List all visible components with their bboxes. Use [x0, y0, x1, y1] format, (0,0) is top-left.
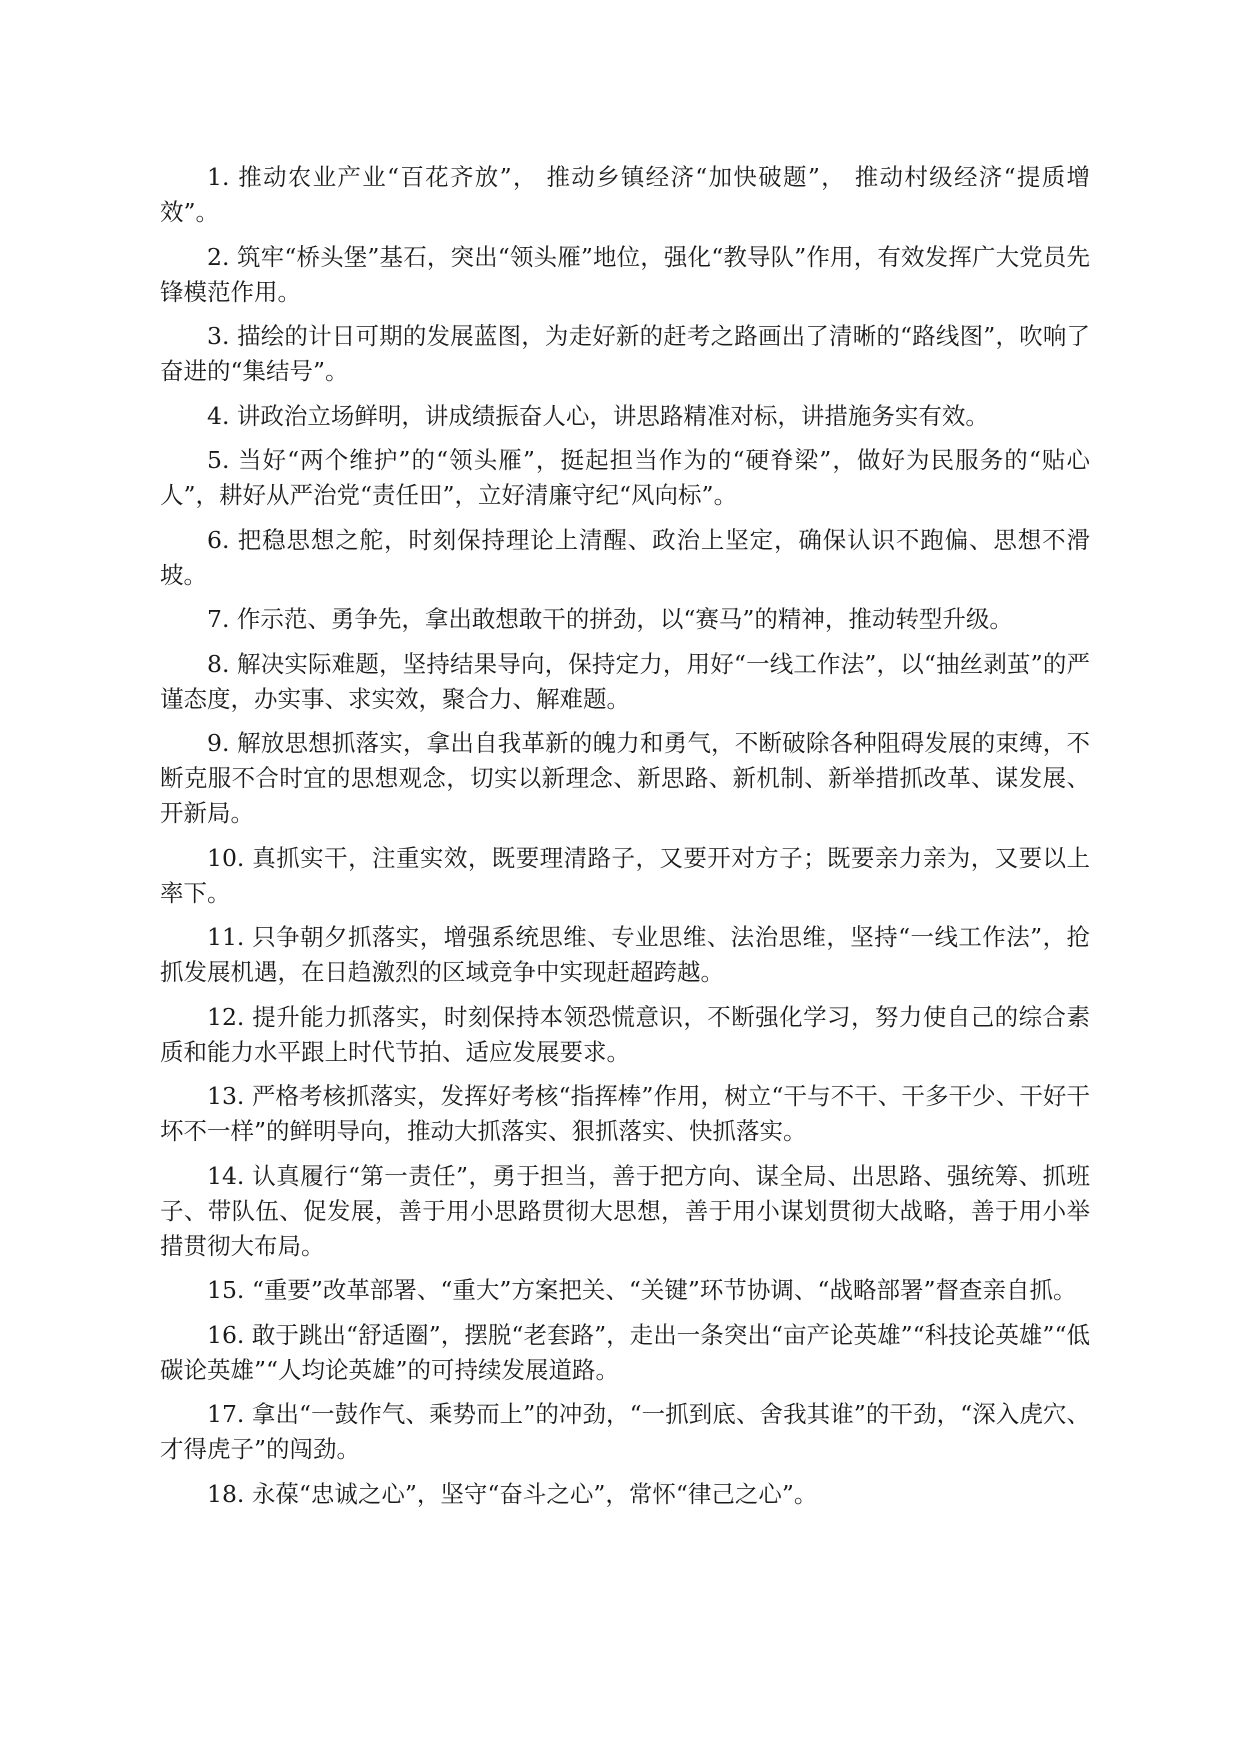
paragraph-2: 2. 筑牢“桥头堡”基石，突出“领头雁”地位，强化“教导队”作用，有效发挥广大党员先锋模范作用。: [160, 242, 1090, 306]
paragraph-4: 4. 讲政治立场鲜明，讲成绩振奋人心，讲思路精准对标，讲措施务实有效。: [207, 401, 989, 430]
paragraph-6: 6. 把稳思想之舵，时刻保持理论上清醒、政治上坚定，确保认识不跑偏、思想不滑坡。: [160, 525, 1090, 589]
paragraph-3: 3. 描绘的计日可期的发展蓝图，为走好新的赶考之路画出了清晰的“路线图”，吹响了奋进的“集结号”。: [160, 322, 1090, 385]
paragraph-17: 17. 拿出“一鼓作气、乘势而上”的冲劲，“一抓到底、舍我其谁”的干劲，“深入虎穴、才得虎子”的闯劲。: [160, 1400, 1090, 1463]
paragraph-10: 10. 真抓实干，注重实效，既要理清路子，又要开对方子；既要亲力亲为，又要以上率下。: [160, 843, 1090, 907]
paragraph-18: 18. 永葆“忠诚之心”，坚守“奋斗之心”，常怀“律己之心”。: [207, 1479, 818, 1508]
paragraph-8: 8. 解决实际难题，坚持结果导向，保持定力，用好“一线工作法”，以“抽丝剥茧”的严谨态度，办实事、求实效，聚合力、解难题。: [160, 649, 1090, 713]
paragraph-1: 1. 推动农业产业“百花齐放”， 推动乡镇经济“加快破题”， 推动村级经济“提质增效”。: [160, 163, 1090, 226]
paragraph-5: 5. 当好“两个维护”的“领头雁”，挺起担当作为的“硬脊梁”，做好为民服务的“贴心人”，耕好从严治党“责任田”，立好清廉守纪“风向标”。: [160, 446, 1090, 509]
paragraph-11: 11. 只争朝夕抓落实，增强系统思维、专业思维、法治思维，坚持“一线工作法”，抢抓发展机遇，在日趋激烈的区域竞争中实现赶超跨越。: [160, 923, 1090, 986]
paragraph-13: 13. 严格考核抓落实，发挥好考核“指挥棒”作用，树立“干与不干、干多干少、干好干坏不一样”的鲜明导向，推动大抓落实、狠抓落实、快抓落实。: [160, 1082, 1090, 1145]
paragraph-16: 16. 敢于跳出“舒适圈”，摆脱“老套路”，走出一条突出“亩产论英雄”“科技论英雄”“低碳论英雄”“人均论英雄”的可持续发展道路。: [160, 1320, 1090, 1384]
paragraph-7: 7. 作示范、勇争先，拿出敢想敢干的拼劲，以“赛马”的精神，推动转型升级。: [207, 605, 1013, 633]
paragraph-15: 15. “重要”改革部署、“重大”方案把关、“关键”环节协调、“战略部署”督查亲自抓。: [207, 1276, 1077, 1304]
paragraph-14: 14. 认真履行“第一责任”，勇于担当，善于把方向、谋全局、出思路、强统筹、抓班子、带队伍、促发展，善于用小思路贯彻大思想，善于用小谋划贯彻大战略，善于用小举措贯彻大布局。: [160, 1161, 1090, 1260]
paragraph-9: 9. 解放思想抓落实，拿出自我革新的魄力和勇气，不断破除各种阻碍发展的束缚，不断克服不合时宜的思想观念，切实以新理念、新思路、新机制、新举措抓改革、谋发展、开新局。: [160, 729, 1090, 827]
paragraph-12: 12. 提升能力抓落实，时刻保持本领恐慌意识，不断强化学习，努力使自己的综合素质和能力水平跟上时代节拍、适应发展要求。: [160, 1002, 1090, 1066]
document-body: [160, 160, 1090, 1521]
